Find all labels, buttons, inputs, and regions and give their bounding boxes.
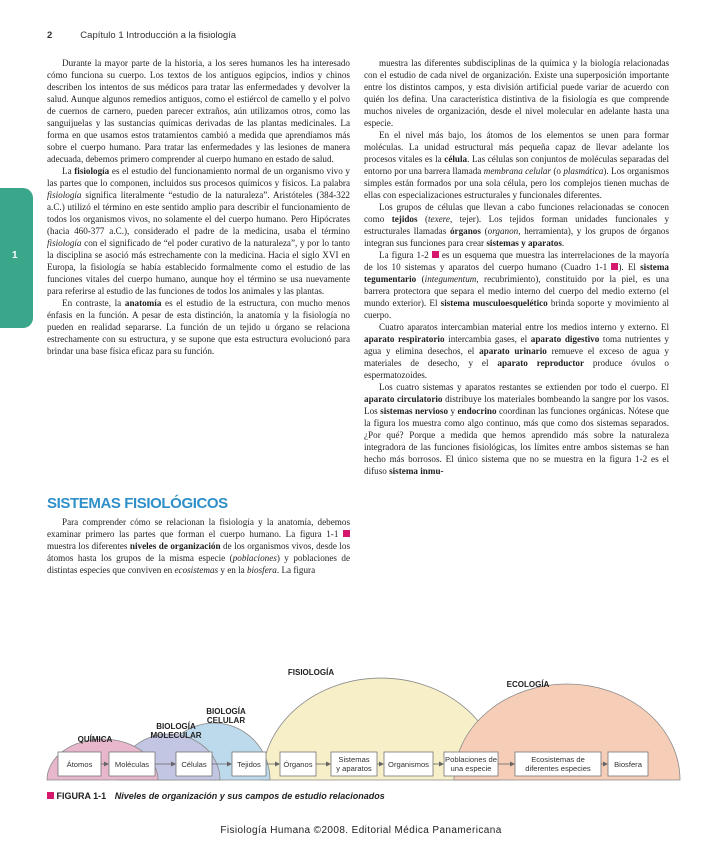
italic-term: plasmática — [563, 166, 604, 176]
italic-term: poblaciones — [232, 553, 277, 563]
text-run: Los grupos de células que llevan a cabo funciones relacionadas se conocen como — [364, 202, 669, 224]
level-label: diferentes especies — [525, 764, 591, 773]
text-run: brinda soporte y movimiento al cuerpo. — [364, 298, 669, 320]
running-header — [47, 30, 236, 41]
paragraph — [364, 381, 669, 477]
text-run: ). El — [618, 262, 641, 272]
text-run: produce óvulos o espermatozoides. — [364, 358, 669, 380]
level-label: Células — [181, 760, 207, 769]
text-run: ) y poblaciones de distintas especies que conviven en — [47, 553, 350, 575]
text-run: Durante la mayor parte de la historia, a los seres humanos les ha interesado cómo funciona su cuerpo. Los textos de los antiguos egipcios, indios y chinos describen los intentos de sus médicos para tratar las enfermedades y devolver la salud. Aunque algunos remedios antiguos, como el estiércol de camello y el polvo de cuernos de carnero, pueden parecer extraños, aún utilizamos otros, como las sanguijuelas y las sustancias químicas derivadas de las plantas medicinales. La forma en que usamos estos tratamientos cambió a medida que aprendíamos más sobre el cuerpo humano. Para tratar las enfermedades y las lesiones de manera adecuada, debemos primero comprender al cuerpo humano en estado de salud. — [47, 58, 350, 164]
text-run: . Las células son conjuntos de moléculas separadas del entorno por una barrera llamada — [364, 154, 669, 176]
italic-term: integumentum — [424, 274, 477, 284]
text-run: ). Los organismos simples están formados por una sola célula, pero los complejos tienen muchas de ellas con especializaciones estructurales y funcionales diferentes. — [364, 166, 669, 200]
figure-caption-label: FIGURA 1-1 — [56, 791, 107, 801]
text-run: , herramienta), y los grupos de órganos integran sus funciones para crear — [364, 226, 670, 248]
label-quimica: QUÍMICA — [77, 735, 113, 744]
level-label: una especie — [450, 764, 492, 773]
text-run: intercambia gases, el — [444, 334, 531, 344]
text-run: Para comprender cómo se relacionan la fisiología y la anatomía, debemos examinar primero las partes que forman el cuerpo humano. La figura 1-1 — [47, 517, 350, 539]
text-run: toma nutrientes y agua y elimina desechos, el — [364, 334, 669, 356]
text-run: . La figura — [276, 565, 316, 575]
text-run: La figura 1-2 — [379, 250, 432, 260]
level-label: Sistemas — [338, 755, 370, 764]
level-label: Poblaciones de — [445, 755, 497, 764]
text-run: . — [561, 238, 565, 248]
paragraph — [47, 516, 350, 576]
text-run: con el significado de “el poder curativo de la naturaleza”, y por lo tanto la disciplina se asoció más estrechamente con la medicina. Hacia el siglo XVI en Europa, la fisiología se había establecido formalmente como el estudio de las funciones vitales del cuerpo humano, aunque hoy el término se usa nuevamente para referirse al estudio de las funciones de todos los animales y las plantas. — [47, 238, 350, 296]
text-run: de los organismos vivos, desde los átomos hasta los grupos de la misma especie ( — [47, 541, 350, 563]
label-biologia-molecular-2: MOLECULAR — [150, 731, 202, 740]
text-run: y en la — [218, 565, 247, 575]
bold-term: aparato urinario — [479, 346, 547, 356]
paragraph — [47, 297, 350, 357]
bold-term: aparato respiratorio — [364, 334, 445, 344]
chapter-title: Capítulo 1 Introducción a la fisiología — [80, 30, 237, 41]
chapter-tab — [0, 188, 33, 328]
label-biologia-celular-2: CELULAR — [206, 716, 246, 725]
text-run: La — [62, 166, 75, 176]
bold-term: aparato circulatorio — [364, 394, 443, 404]
figure-marker — [432, 251, 439, 258]
italic-term: fisiología — [47, 238, 82, 248]
label-biologia-molecular-1: BIOLOGÍA — [156, 722, 196, 731]
level-label: Átomos — [66, 760, 93, 769]
text-run: En contraste, la — [62, 298, 125, 308]
text-run: , recubrimiento), constituido por la piel, es una barrera protectora que separa el medio interno del cuerpo del medio externo (el mundo exterior). El — [364, 274, 670, 308]
page-footer: Fisiología Humana ©2008. Editorial Médica Panamericana — [220, 825, 502, 836]
paragraph — [47, 57, 350, 165]
bold-term: aparato reproductor — [497, 358, 585, 368]
bold-term: órganos — [449, 226, 481, 236]
level-label: Moléculas — [114, 760, 150, 769]
level-label: Ecosistemas de — [531, 755, 585, 764]
page-number: 2 — [47, 30, 53, 41]
text-run: coordinan las funciones orgánicas. Nótese que la figura los muestra como algo continuo, más que como dos sistemas separados. ¿Por qué? Porque a medida que hemos aprendido más sobre la naturaleza integradora de las funciones fisiológicas, los límites entre ambos sistemas se han hecho más borrosos. El único sistema que no se muestra en la figura 1-2 es el difuso — [364, 406, 670, 476]
paragraph — [364, 249, 669, 321]
text-run: es un esquema que muestra las interrelaciones de la mayoría de los 10 sistemas y aparatos del cuerpo humano (Cuadro 1-1 — [364, 250, 670, 272]
text-run: significa literalmente “estudio de la naturaleza”. Aristóteles (384-322 a.C.) utilizó el término en este sentido amplio para describir el funcionamiento de todos los organismos vivos, no solamente el del cuerpo humano. Pero Hipócrates (hacia 460-377 a.C.), considerado el padre de la medicina, usaba el término — [47, 190, 350, 236]
column-left-top — [47, 57, 350, 357]
bold-term: sistemas nervioso — [380, 406, 449, 416]
level-label: y aparatos — [336, 764, 372, 773]
text-run: ( — [480, 226, 488, 236]
column-left-bottom — [47, 516, 350, 576]
text-run: ( — [417, 214, 428, 224]
paragraph — [364, 57, 669, 129]
label-biologia-celular-1: BIOLOGÍA — [206, 707, 246, 716]
paragraph — [364, 201, 669, 249]
text-run: Los cuatro sistemas y aparatos restantes se extienden por todo el cuerpo. El — [379, 382, 669, 392]
italic-term: organon — [487, 226, 519, 236]
label-fisiologia: FISIOLOGÍA — [287, 668, 335, 677]
bold-term: sistema musculoesquelético — [440, 298, 548, 308]
level-label: Biosfera — [614, 760, 642, 769]
bold-term: tejidos — [391, 214, 418, 224]
bold-term: fisiología — [74, 166, 110, 176]
bold-term: sistema tegumentario — [364, 262, 669, 284]
label-ecologia: ECOLOGÍA — [506, 680, 550, 689]
text-run: y — [448, 406, 458, 416]
level-label: Órganos — [283, 760, 313, 769]
text-run: muestra las diferentes subdisciplinas de la química y la biología relacionadas con el estudio de cada nivel de organización. Existe una superposición importante entre los distintos campos, y esta división artificial puede variar de acuerdo con quién los defina. Una característica distintiva de la fisiología es que comprende muchos niveles de organización, desde el nivel molecular en adelante hasta una especie. — [364, 58, 669, 128]
column-right — [364, 57, 669, 477]
paragraph — [364, 129, 669, 201]
italic-term: biosfera — [246, 565, 277, 575]
text-run: En el nivel más bajo, los átomos de los elementos se unen para formar moléculas. La unidad estructural más pequeña capaz de llevar adelante los procesos vitales es la — [364, 130, 669, 164]
figure-marker — [343, 530, 350, 537]
level-label: Organismos — [388, 760, 429, 769]
text-run: , tejer). Los tejidos forman unidades funcionales y estructurales llamadas — [364, 214, 670, 236]
bold-term: niveles de organización — [129, 541, 221, 551]
section-heading: SISTEMAS FISIOLÓGICOS — [47, 495, 228, 512]
paragraph — [364, 321, 669, 381]
figure-caption-text: Niveles de organización y sus campos de estudio relacionados — [114, 791, 385, 801]
bold-term: sistema inmu- — [389, 466, 444, 476]
text-run: ( — [416, 274, 425, 284]
text-run: es el estudio del funcionamiento normal de un organismo vivo y las partes que lo componen, incluidos sus procesos químicos y físicos. La palabra — [47, 166, 350, 188]
figure-marker — [47, 792, 54, 799]
bold-term: célula — [444, 154, 468, 164]
italic-term: ecosistemas — [174, 565, 219, 575]
italic-term: texere — [428, 214, 450, 224]
chapter-tab-number: 1 — [12, 250, 18, 261]
text-run: es el estudio de la estructura, con mucho menos énfasis en la función. A pesar de esta distinción, la anatomía y la fisiología no pueden en realidad separarse. La función de un tejido u órgano se relaciona estrechamente con su estructura, y se supone que esta estructura evolucionó para brindar una base física eficaz para su función. — [47, 298, 350, 356]
text-run: Cuatro aparatos intercambian material entre los medios interno y externo. El — [379, 322, 669, 332]
text-run: remueve el exceso de agua y materiales de desecho, y el — [364, 346, 669, 368]
italic-term: membrana celular — [483, 166, 551, 176]
text-run: (o — [550, 166, 564, 176]
paragraph — [47, 165, 350, 297]
text-run: muestra los diferentes — [47, 541, 130, 551]
text-run: distribuye los materiales bombeando la sangre por los vasos. Los — [364, 394, 670, 416]
bold-term: sistemas y aparatos — [486, 238, 562, 248]
bold-term: anatomía — [124, 298, 162, 308]
figure-caption — [47, 791, 385, 801]
bold-term: aparato digestivo — [530, 334, 600, 344]
figure-organization-levels — [0, 640, 722, 788]
level-label: Tejidos — [237, 760, 261, 769]
italic-term: fisiología — [47, 190, 82, 200]
bold-term: endocrino — [457, 406, 497, 416]
